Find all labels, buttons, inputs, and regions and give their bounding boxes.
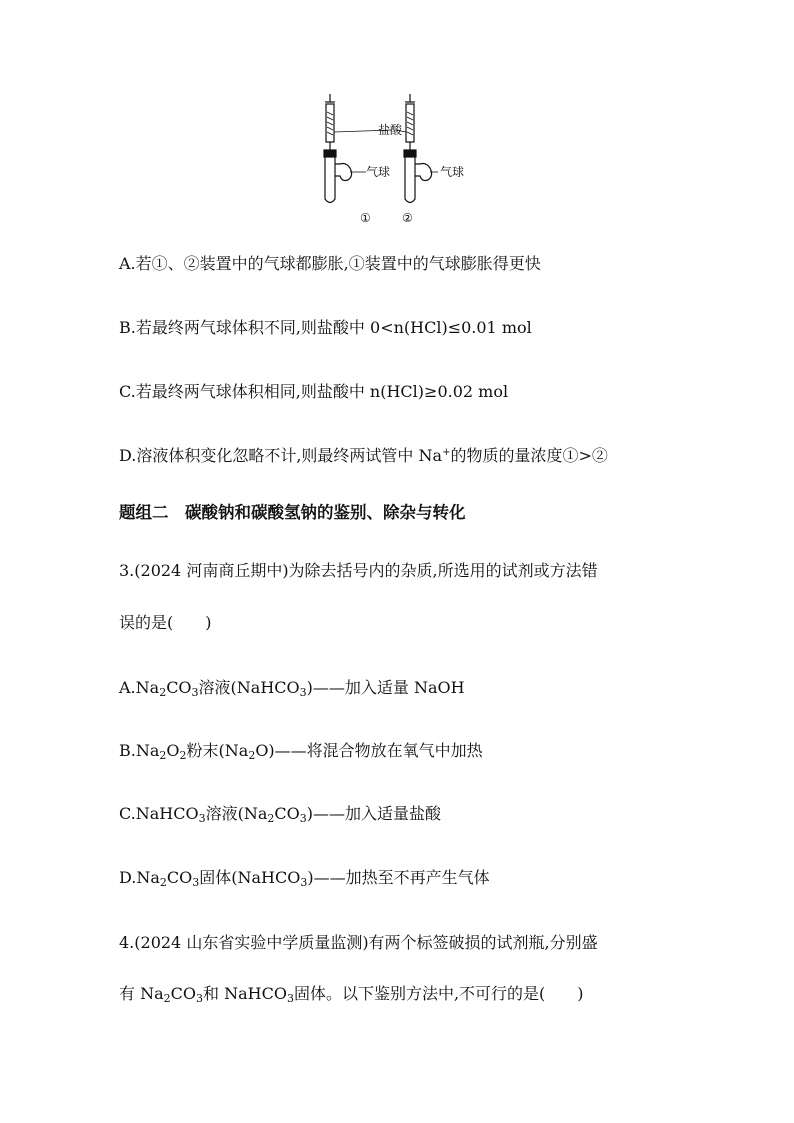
- subscript: 3: [192, 876, 200, 889]
- subscript: 3: [300, 876, 308, 889]
- subscript: 2: [179, 749, 187, 762]
- option-text: 固体(NaHCO: [199, 868, 301, 887]
- option-text: O: [166, 741, 180, 760]
- subscript: 2: [159, 686, 167, 699]
- option-text: D.Na: [119, 868, 160, 887]
- subscript: 2: [159, 876, 167, 889]
- q4-stem-line1: 4.(2024 山东省实验中学质量监测)有两个标签破损的试剂瓶,分别盛: [119, 933, 598, 952]
- option-text: A.Na: [119, 678, 160, 697]
- option-text: 粉末(Na: [186, 741, 249, 760]
- apparatus-2: [404, 94, 432, 203]
- subscript: 2: [159, 749, 167, 762]
- q2-option-d: [119, 445, 608, 467]
- q2-option-a: A.若①、②装置中的气球都膨胀,①装置中的气球膨胀得更快: [119, 254, 541, 273]
- q3-option-c: [119, 803, 441, 825]
- option-text: )——加入适量 NaOH: [306, 678, 465, 697]
- tube-1-label: ①: [360, 211, 371, 224]
- q3-option-a: [119, 677, 465, 699]
- subscript: 3: [196, 992, 203, 1005]
- option-text: )——加热至不再产生气体: [307, 868, 490, 887]
- subscript: 3: [299, 812, 307, 825]
- tube-2-label: ②: [402, 211, 413, 224]
- subscript: 3: [198, 812, 206, 825]
- section-title: 题组二 碳酸钠和碳酸氢钠的鉴别、除杂与转化: [119, 503, 466, 522]
- option-text: CO: [274, 804, 300, 823]
- option-text: CO: [166, 868, 193, 887]
- option-text: 溶液(Na: [205, 804, 268, 823]
- stem-text: 和 NaHCO: [203, 984, 287, 1003]
- subscript: 2: [163, 992, 171, 1005]
- subscript: 2: [248, 749, 256, 762]
- option-text: 溶液(NaHCO: [198, 678, 300, 697]
- subscript: 3: [191, 686, 199, 699]
- q3-option-d: [119, 867, 490, 889]
- superscript: +: [442, 447, 451, 458]
- q2-option-c: C.若最终两气球体积相同,则盐酸中 n(HCl)≥0.02 mol: [119, 382, 509, 401]
- option-text: CO: [166, 678, 192, 697]
- balloon-2-label: 气球: [440, 165, 465, 179]
- option-text: 的物质的量浓度①>②: [450, 446, 608, 465]
- subscript: 3: [286, 992, 294, 1005]
- q3-stem-line1: 3.(2024 河南商丘期中)为除去括号内的杂质,所选用的试剂或方法错: [119, 561, 598, 580]
- stem-text: 固体。以下鉴别方法中,不可行的是( ): [293, 984, 584, 1003]
- apparatus-1: [324, 94, 352, 203]
- option-text: )——加入适量盐酸: [306, 804, 442, 823]
- option-text: D.溶液体积变化忽略不计,则最终两试管中 Na: [119, 446, 443, 465]
- option-text: B.Na: [119, 741, 160, 760]
- q3-stem-line2: 误的是( ): [119, 613, 212, 632]
- q4-stem-line2: [119, 983, 584, 1005]
- stem-text: CO: [170, 984, 196, 1003]
- subscript: 2: [267, 812, 275, 825]
- option-text: O)——将混合物放在氧气中加热: [255, 741, 483, 760]
- acid-label: 盐酸: [378, 123, 403, 137]
- apparatus-diagram: [300, 92, 490, 224]
- q3-option-b: [119, 740, 483, 762]
- q2-option-b: B.若最终两气球体积不同,则盐酸中 0<n(HCl)≤0.01 mol: [119, 318, 532, 337]
- option-text: C.NaHCO: [119, 804, 199, 823]
- stem-text: 有 Na: [119, 984, 164, 1003]
- balloon-1-label: 气球: [366, 165, 391, 179]
- subscript: 3: [299, 686, 307, 699]
